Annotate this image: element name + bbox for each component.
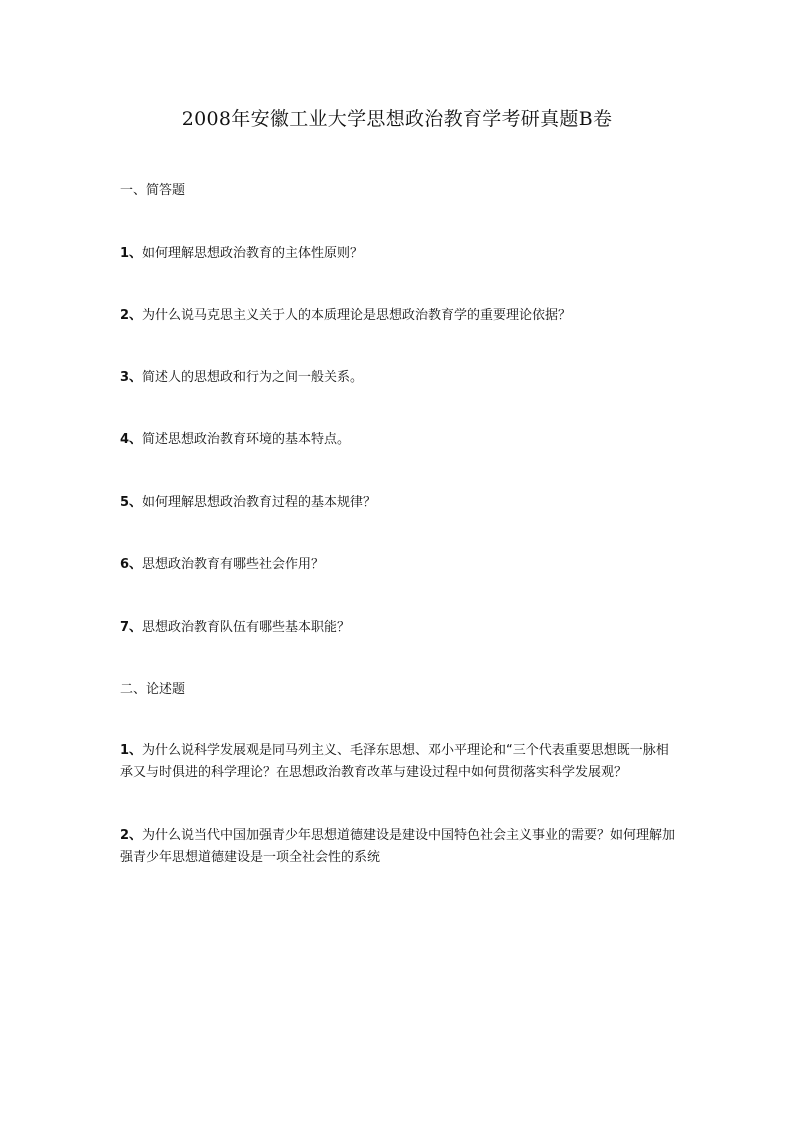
question-text: 为什么说科学发展观是同马列主义、毛泽东思想、邓小平理论和“三个代表重要思想既一脉相承又与时俱进的科学理论？在思想政治教育改革与建设过程中如何贯彻落实科学发展观？	[120, 743, 669, 780]
essay-question-item	[120, 740, 680, 784]
question-number: 3、	[120, 370, 143, 385]
question-text: 如何理解思想政治教育过程的基本规律？	[142, 495, 377, 510]
question-text: 思想政治教育队伍有哪些基本职能？	[142, 620, 351, 635]
question-number: 1、	[120, 743, 143, 758]
question-item	[120, 245, 363, 263]
essay-question-item	[120, 825, 680, 869]
question-number: 2、	[120, 308, 143, 323]
question-number: 7、	[120, 620, 143, 635]
question-text: 为什么说当代中国加强青少年思想道德建设是建设中国特色社会主义事业的需要？如何理解加强青少年思想道德建设是一项全社会性的系统	[120, 828, 676, 865]
question-text: 如何理解思想政治教育的主体性原则？	[142, 246, 364, 261]
question-number: 6、	[120, 557, 143, 572]
question-item	[120, 619, 350, 637]
question-item	[120, 431, 350, 449]
question-text: 简述人的思想政和行为之间一般关系。	[142, 370, 364, 385]
section-heading-short-answer: 一、简答题	[120, 183, 186, 198]
question-item	[120, 369, 363, 387]
question-text: 简述思想政治教育环境的基本特点。	[142, 432, 351, 447]
question-number: 4、	[120, 432, 143, 447]
question-item	[120, 494, 376, 512]
question-text: 为什么说马克思主义关于人的本质理论是思想政治教育学的重要理论依据？	[142, 308, 572, 323]
question-number: 2、	[120, 828, 143, 843]
question-number: 1、	[120, 246, 143, 261]
question-number: 5、	[120, 495, 143, 510]
section-heading-essay: 二、论述题	[120, 682, 186, 697]
question-item	[120, 307, 571, 325]
question-text: 思想政治教育有哪些社会作用？	[142, 557, 325, 572]
page-title: 2008年安徽工业大学思想政治教育学考研真题B卷	[181, 108, 613, 130]
question-item	[120, 556, 324, 574]
